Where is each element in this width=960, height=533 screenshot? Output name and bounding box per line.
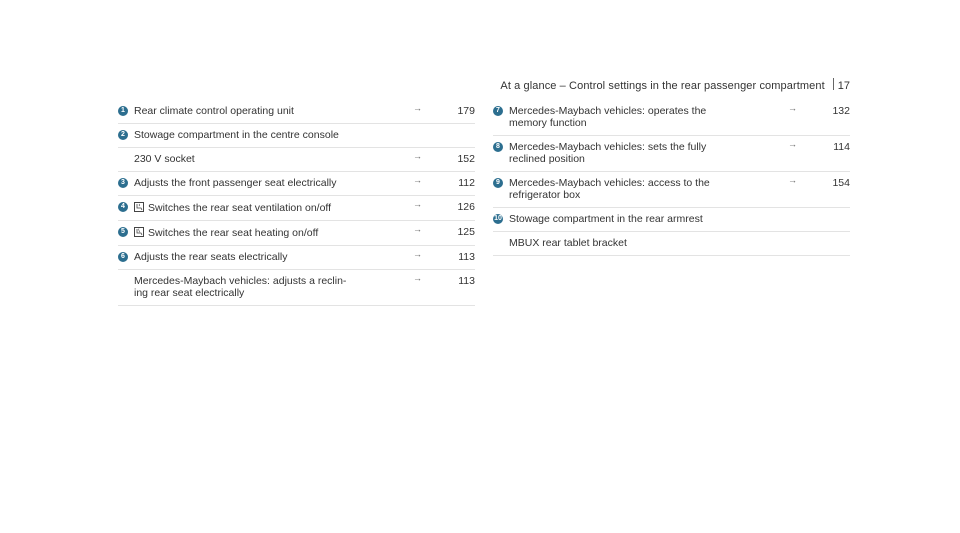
item-description [134,177,413,189]
page-reference: 114 [833,141,850,153]
seat-ventilation-icon [134,202,144,212]
right-legend-column [493,100,850,256]
legend-row [493,208,850,232]
reference-arrow-icon: → [788,139,797,149]
legend-row [118,124,475,148]
item-description [509,177,788,201]
legend-row [493,100,850,136]
page-number: 17 [837,80,850,92]
reference-arrow-icon: → [413,199,422,209]
reference-arrow-icon: → [413,151,422,161]
reference-arrow-icon: → [413,103,422,113]
section-title: At a glance – Control settings in the rear passenger compartment [500,80,825,92]
legend-row [118,196,475,221]
reference-arrow-icon: → [413,224,422,234]
description-line: memory function [509,117,587,129]
reference-arrow-icon: → [413,273,422,283]
description-line: Mercedes-Maybach vehicles: access to the [509,177,710,189]
legend-row [493,232,850,256]
page-reference: 179 [457,105,475,117]
description-line: Mercedes-Maybach vehicles: adjusts a reclin- [134,275,347,287]
item-description [134,201,413,214]
legend-row [118,221,475,246]
legend-row [118,172,475,196]
seat-heating-icon [134,227,144,237]
item-number-spacer [118,154,128,164]
item-number-badge: 4 [118,202,128,212]
item-description [509,141,788,165]
legend-row [493,136,850,172]
legend-row [493,172,850,208]
item-description [134,226,413,239]
page-reference: 125 [457,226,475,238]
description-text: MBUX rear tablet bracket [509,237,627,249]
description-text: Adjusts the rear seats electrically [134,251,288,263]
item-number-badge: 1 [118,106,128,116]
description-text: Rear climate control operating unit [134,105,294,117]
item-description [134,129,413,141]
item-description [134,275,413,299]
item-description [509,213,788,225]
page-reference: 112 [458,177,475,189]
page-reference: 126 [457,201,475,213]
item-description [509,237,788,249]
item-number-spacer [118,276,128,286]
item-number-badge: 10 [494,215,502,222]
left-legend-column [118,100,475,306]
item-description [134,251,413,263]
item-description [134,105,413,117]
page-reference: 152 [457,153,475,165]
description-line: refrigerator box [509,189,581,201]
legend-row [118,270,475,306]
item-number-spacer [493,238,503,248]
description-text: Adjusts the front passenger seat electrically [134,177,337,189]
item-number-badge: 7 [493,106,503,116]
header-divider [833,78,834,90]
description-line: Mercedes-Maybach vehicles: sets the fully [509,141,707,153]
description-line: Mercedes-Maybach vehicles: operates the [509,105,707,117]
reference-arrow-icon: → [788,175,797,185]
page-reference: 113 [458,275,475,287]
reference-arrow-icon: → [413,249,422,259]
description-text: Stowage compartment in the rear armrest [509,213,703,225]
page-header [500,77,850,92]
page-reference: 132 [832,105,850,117]
reference-arrow-icon: → [413,175,422,185]
description-line: ing rear seat electrically [134,287,245,299]
item-description [134,153,413,165]
page-reference: 154 [832,177,850,189]
legend-row [118,100,475,124]
legend-row [118,246,475,270]
description-text: Switches the rear seat ventilation on/off [148,202,332,214]
reference-arrow-icon: → [788,103,797,113]
description-line: reclined position [509,153,585,165]
item-number-badge: 6 [118,252,128,262]
item-number-badge: 9 [493,178,503,188]
description-text: Switches the rear seat heating on/off [148,227,319,239]
legend-row [118,148,475,172]
description-text: Stowage compartment in the centre console [134,129,339,141]
item-number-badge: 2 [118,130,128,140]
page-reference: 113 [458,251,475,263]
description-text: 230 V socket [134,153,195,165]
item-description [509,105,788,129]
item-number-badge: 3 [118,178,128,188]
item-number-badge: 8 [493,142,503,152]
item-number-badge: 5 [118,227,128,237]
